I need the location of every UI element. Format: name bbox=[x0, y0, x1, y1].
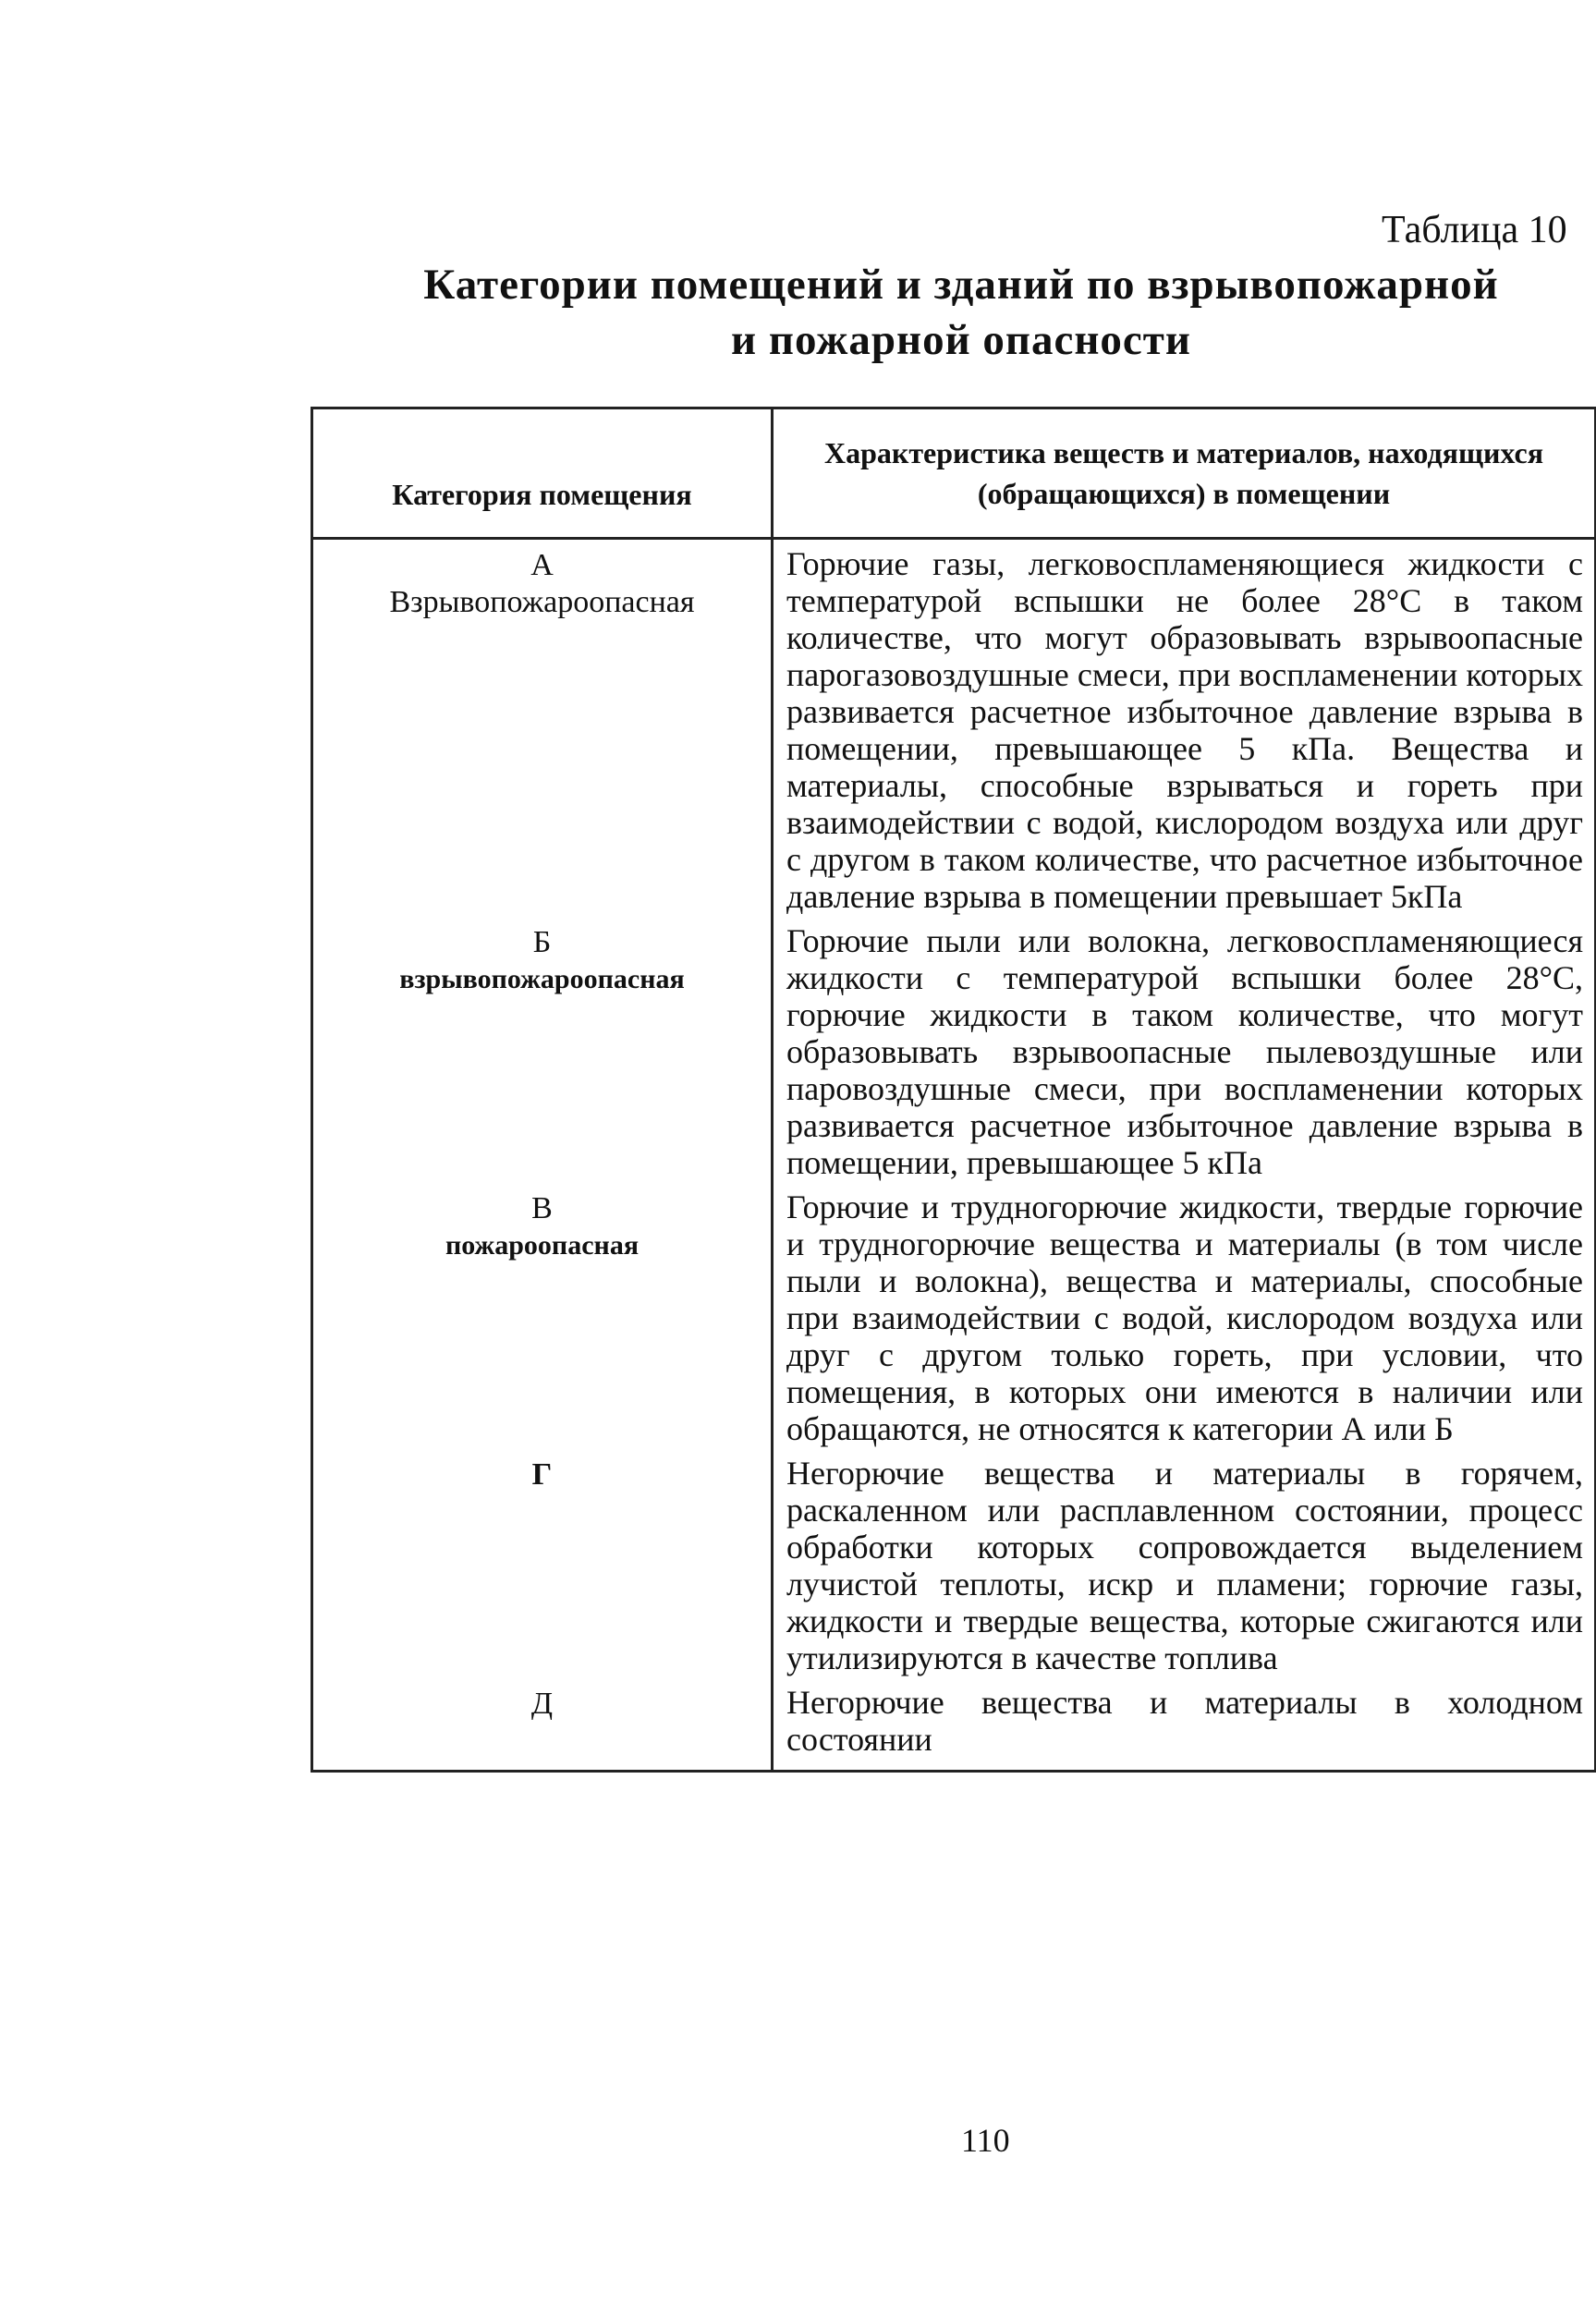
description-cell: Горючие и трудногорючие жидкости, твердые горючие и трудногорючие вещества и материалы (в том числе пыли и волокна), вещества и материалы, способные при взаимодействии с водой, кислородом воздуха или друг с другом только гореть, при условии, что помещения, в которых они имеются в наличии или обращаются, не относятся к категории А или Б bbox=[773, 1183, 1596, 1449]
description-cell: Негорючие вещества и материалы в холодном состоянии bbox=[773, 1678, 1596, 1772]
category-letter: В bbox=[531, 1191, 553, 1225]
table-row bbox=[312, 1678, 1596, 1772]
table-row bbox=[312, 1449, 1596, 1678]
page-title-line-2: и пожарной опасности bbox=[731, 316, 1191, 364]
category-cell bbox=[312, 1678, 773, 1772]
category-letter: А bbox=[530, 548, 554, 582]
category-cell bbox=[312, 1449, 773, 1678]
category-name: пожароопасная bbox=[445, 1230, 640, 1261]
description-cell: Горючие пыли или волокна, легковоспламеняющиеся жидкости с температурой вспышки более 28°С, горючие жидкости в таком количестве, что могут образовывать взрывоопасные пылевоздушные или паровоздушные смеси, при воспламенении которых развивается расчетное избыточное давление взрыва в помещении, превышающее 5 кПа bbox=[773, 917, 1596, 1183]
category-name: взрывопожароопасная bbox=[399, 964, 685, 994]
page-number: 110 bbox=[961, 2122, 1010, 2159]
column-header-characteristic: Характеристика веществ и материалов, находящихся (обращающихся) в помещении bbox=[773, 408, 1596, 539]
category-letter: Г bbox=[531, 1457, 553, 1492]
description-cell: Горючие газы, легковоспламеняющиеся жидкости с температурой вспышки не более 28°С в таком количестве, что могут образовывать взрывоопасные парогазовоздушные смеси, при воспламенении которых развивается расчетное избыточное давление взрыва в помещении, превышающее 5 кПа. Вещества и материалы, способные взрываться и гореть при взаимодействии с водой, кислородом воздуха или друг с другом в таком количестве, что расчетное избыточное давление взрыва в помещении превышает 5кПа bbox=[773, 539, 1596, 918]
table-header-row bbox=[312, 408, 1596, 539]
table-row bbox=[312, 1183, 1596, 1449]
category-name: Взрывопожароопасная bbox=[389, 585, 695, 619]
column-header-category: Категория помещения bbox=[312, 408, 773, 539]
category-cell bbox=[312, 917, 773, 1183]
category-cell bbox=[312, 539, 773, 918]
categories-table bbox=[311, 407, 1596, 1773]
table-row bbox=[312, 917, 1596, 1183]
page-title-line-1: Категории помещений и зданий по взрывопожарной bbox=[423, 261, 1499, 309]
page-title bbox=[314, 257, 1596, 368]
category-letter: Д bbox=[530, 1687, 554, 1721]
description-cell: Негорючие вещества и материалы в горячем, раскаленном или расплавленном состоянии, процесс обработки которых сопровождается выделением лучистой теплоты, искр и пламени; горючие газы, жидкости и твердые вещества, которые сжигаются или утилизируются в качестве топлива bbox=[773, 1449, 1596, 1678]
category-letter: Б bbox=[532, 925, 552, 959]
category-cell bbox=[312, 1183, 773, 1449]
table-row bbox=[312, 539, 1596, 918]
table-label: Таблица 10 bbox=[1382, 209, 1567, 251]
